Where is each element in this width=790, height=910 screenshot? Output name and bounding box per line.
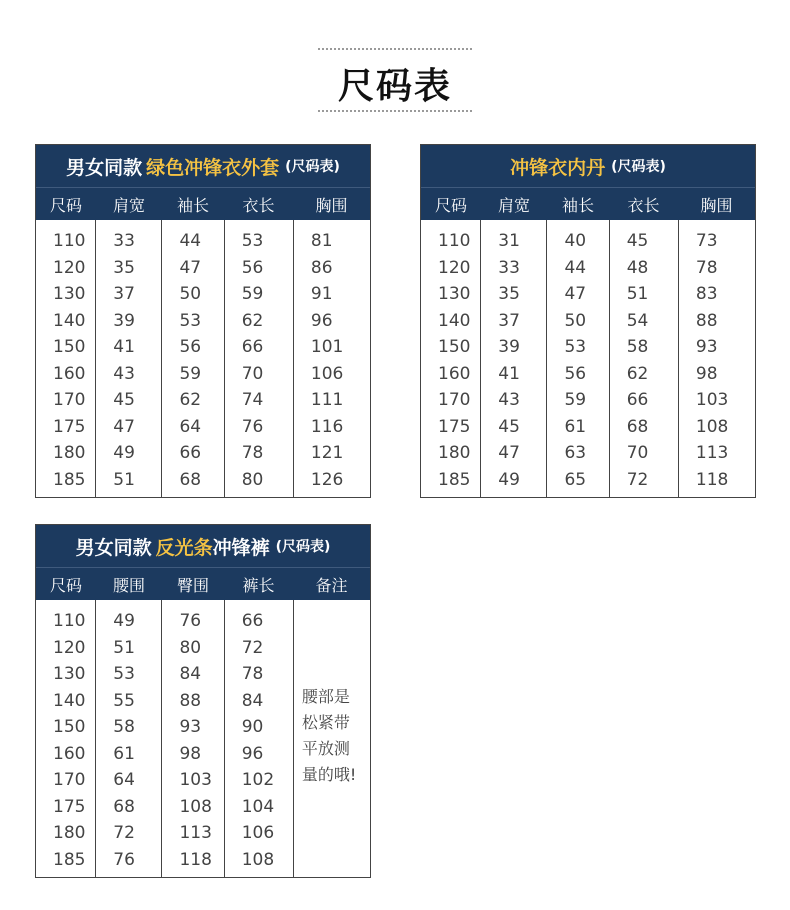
column-header: 衣长 — [627, 195, 660, 215]
column-header: 肩宽 — [112, 195, 145, 215]
table-cell: 47 — [113, 416, 135, 437]
table-cell: 53 — [113, 664, 135, 684]
table-cell: 98 — [179, 743, 202, 764]
table-cell: 62 — [241, 310, 264, 331]
table-cell: 110 — [53, 611, 86, 631]
table-cell: 49 — [498, 469, 520, 490]
table-cell: 39 — [113, 310, 135, 331]
table-cell: 73 — [695, 231, 718, 251]
table-column — [162, 220, 224, 497]
table-cell: 102 — [241, 770, 275, 790]
table-cell: 56 — [179, 337, 202, 357]
table-cell: 49 — [113, 611, 135, 631]
column-header: 臀围 — [176, 575, 209, 595]
table-cell: 81 — [310, 231, 333, 251]
table-cell: 37 — [498, 310, 520, 331]
table-cell: 180 — [438, 443, 471, 463]
table-cell: 84 — [241, 690, 264, 711]
table-cell: 62 — [179, 390, 202, 410]
table-cell: 93 — [179, 717, 202, 737]
table-cell: 35 — [113, 257, 135, 278]
table-cell: 59 — [179, 363, 202, 384]
table-cell: 108 — [179, 796, 212, 817]
table-cell: 160 — [438, 363, 471, 384]
table-title-suffix: (尺码表) — [611, 159, 666, 175]
table-cell: 44 — [564, 257, 587, 278]
table-cell: 40 — [564, 231, 587, 251]
table-cell: 86 — [310, 257, 333, 278]
table-cell: 51 — [113, 637, 135, 658]
table-cell: 45 — [626, 231, 649, 251]
table-cell: 50 — [564, 310, 587, 331]
table-cell: 61 — [564, 416, 587, 437]
table-cell: 41 — [113, 337, 135, 357]
jacket-size-table — [35, 144, 371, 498]
table-cell: 51 — [113, 469, 135, 490]
table-cell: 116 — [310, 416, 344, 437]
table-cell: 48 — [626, 257, 649, 278]
table-cell: 185 — [438, 469, 471, 490]
table-cell: 68 — [626, 416, 649, 437]
table-cell: 103 — [695, 390, 729, 410]
table-column — [481, 220, 547, 497]
table-cell: 66 — [241, 611, 264, 631]
table-column — [294, 600, 370, 877]
remark-line: 量的哦! — [301, 765, 357, 784]
table-title — [36, 145, 370, 188]
table-cell: 66 — [626, 390, 649, 410]
remark-note — [302, 684, 366, 788]
table-cell: 96 — [241, 743, 264, 764]
table-cell: 88 — [695, 310, 718, 331]
table-cell: 76 — [241, 416, 264, 437]
table-body — [36, 600, 370, 877]
table-cell: 59 — [241, 284, 264, 304]
table-cell: 58 — [626, 337, 649, 357]
table-cell: 37 — [113, 284, 135, 304]
table-cell: 53 — [564, 337, 587, 357]
table-cell: 175 — [53, 416, 86, 437]
table-cell: 76 — [179, 611, 202, 631]
column-header: 尺码 — [434, 195, 467, 215]
table-column — [36, 220, 96, 497]
table-cell: 47 — [564, 284, 587, 304]
table-cell: 104 — [241, 796, 275, 817]
table-title-prefix: 男女同款 — [66, 156, 143, 179]
table-cell: 108 — [241, 849, 275, 870]
table-cell: 180 — [53, 823, 86, 843]
table-cell: 58 — [113, 717, 135, 737]
column-header: 袖长 — [176, 195, 209, 215]
table-cell: 64 — [113, 770, 135, 790]
table-cell: 101 — [310, 337, 344, 357]
table-cell: 84 — [179, 664, 202, 684]
table-cell: 72 — [626, 469, 649, 490]
table-cell: 41 — [498, 363, 520, 384]
table-cell: 121 — [310, 443, 344, 463]
table-cell: 35 — [498, 284, 520, 304]
table-title-highlight: 反光条 — [155, 536, 213, 559]
liner-size-table — [420, 144, 756, 498]
table-cell: 113 — [695, 443, 729, 463]
table-cell: 53 — [241, 231, 264, 251]
table-cell: 120 — [53, 637, 86, 658]
table-cell: 43 — [498, 390, 520, 410]
column-header: 裤长 — [242, 575, 275, 595]
remark-line: 平放测 — [301, 739, 350, 758]
table-title-highlight: 冲锋衣内丹 — [510, 156, 606, 179]
table-cell: 51 — [626, 284, 649, 304]
table-cell: 185 — [53, 849, 86, 870]
table-cell: 160 — [53, 363, 86, 384]
table-cell: 180 — [53, 443, 86, 463]
table-cell: 53 — [179, 310, 202, 331]
table-cell: 66 — [241, 337, 264, 357]
table-cell: 103 — [179, 770, 212, 790]
table-cell: 33 — [498, 257, 520, 278]
table-cell: 78 — [695, 257, 718, 278]
table-cell: 63 — [564, 443, 587, 463]
table-cell: 62 — [626, 363, 649, 384]
table-cell: 43 — [113, 363, 135, 384]
table-column — [225, 220, 294, 497]
table-cell: 175 — [438, 416, 471, 437]
table-cell: 65 — [564, 469, 587, 490]
table-title — [36, 525, 370, 568]
remark-line: 松紧带 — [301, 713, 350, 732]
table-cell: 150 — [438, 337, 471, 357]
table-column — [96, 600, 162, 877]
table-title-suffix: (尺码表) — [285, 159, 340, 175]
table-cell: 76 — [113, 849, 135, 870]
table-cell: 140 — [53, 690, 86, 711]
header-divider-bottom — [318, 110, 472, 112]
table-cell: 74 — [241, 390, 264, 410]
table-cell: 140 — [53, 310, 86, 331]
table-cell: 78 — [241, 443, 264, 463]
table-cell: 72 — [241, 637, 264, 658]
column-header: 尺码 — [49, 575, 82, 595]
table-cell: 118 — [179, 849, 212, 870]
pants-size-table — [35, 524, 371, 878]
table-cell: 70 — [626, 443, 649, 463]
column-header: 肩宽 — [497, 195, 530, 215]
table-title — [421, 145, 755, 188]
table-cell: 108 — [695, 416, 729, 437]
table-title-highlight: 绿色冲锋衣外套 — [146, 156, 280, 179]
table-cell: 47 — [498, 443, 520, 463]
table-cell: 78 — [241, 664, 264, 684]
table-cell: 56 — [241, 257, 264, 278]
table-cell: 70 — [241, 363, 264, 384]
table-column — [96, 220, 162, 497]
table-cell: 33 — [113, 231, 135, 251]
table-column — [547, 220, 609, 497]
table-cell: 55 — [113, 690, 135, 711]
table-cell: 47 — [179, 257, 202, 278]
table-cell: 45 — [498, 416, 520, 437]
remark-line: 腰部是 — [301, 687, 350, 706]
table-cell: 88 — [179, 690, 202, 711]
table-cell: 49 — [113, 443, 135, 463]
column-headers — [36, 568, 370, 600]
table-title-prefix: 男女同款 — [75, 536, 152, 559]
table-cell: 91 — [310, 284, 333, 304]
table-cell: 160 — [53, 743, 86, 764]
table-body — [421, 220, 755, 497]
table-column — [294, 220, 370, 497]
table-column — [36, 600, 96, 877]
table-cell: 106 — [241, 823, 275, 843]
table-cell: 118 — [695, 469, 729, 490]
table-cell: 110 — [438, 231, 471, 251]
table-cell: 61 — [113, 743, 135, 764]
table-cell: 45 — [113, 390, 135, 410]
table-cell: 96 — [310, 310, 333, 331]
table-cell: 130 — [438, 284, 471, 304]
table-cell: 66 — [179, 443, 202, 463]
table-cell: 50 — [179, 284, 202, 304]
table-cell: 93 — [695, 337, 718, 357]
table-cell: 120 — [438, 257, 471, 278]
table-cell: 31 — [498, 231, 520, 251]
column-header: 备注 — [315, 575, 348, 595]
column-header: 尺码 — [49, 195, 82, 215]
table-cell: 80 — [241, 469, 264, 490]
table-cell: 120 — [53, 257, 86, 278]
table-column — [610, 220, 679, 497]
page-header — [0, 48, 790, 118]
table-cell: 170 — [438, 390, 471, 410]
table-cell: 126 — [310, 469, 344, 490]
table-column — [421, 220, 481, 497]
table-title-rest: 冲锋裤 — [212, 536, 270, 559]
table-cell: 83 — [695, 284, 718, 304]
table-cell: 113 — [179, 823, 212, 843]
column-header: 胸围 — [700, 195, 733, 215]
column-header: 衣长 — [242, 195, 275, 215]
header-divider-top — [318, 48, 472, 50]
table-cell: 44 — [179, 231, 202, 251]
column-headers — [421, 188, 755, 220]
table-cell: 185 — [53, 469, 86, 490]
table-column — [225, 600, 294, 877]
table-cell: 170 — [53, 390, 86, 410]
table-cell: 110 — [53, 231, 86, 251]
table-cell: 175 — [53, 796, 86, 817]
table-cell: 111 — [310, 390, 344, 410]
table-column — [679, 220, 755, 497]
table-cell: 98 — [695, 363, 718, 384]
table-cell: 59 — [564, 390, 587, 410]
table-cell: 140 — [438, 310, 471, 331]
table-cell: 56 — [564, 363, 587, 384]
table-cell: 64 — [179, 416, 202, 437]
table-cell: 39 — [498, 337, 520, 357]
table-cell: 106 — [310, 363, 344, 384]
column-header: 腰围 — [112, 575, 145, 595]
page-title: 尺码表 — [337, 66, 452, 107]
table-title-suffix: (尺码表) — [275, 539, 331, 555]
table-cell: 68 — [113, 796, 135, 817]
column-headers — [36, 188, 370, 220]
table-cell: 170 — [53, 770, 86, 790]
table-cell: 90 — [241, 717, 264, 737]
column-header: 胸围 — [315, 195, 348, 215]
table-cell: 130 — [53, 664, 86, 684]
table-cell: 150 — [53, 337, 86, 357]
table-cell: 72 — [113, 823, 135, 843]
table-body — [36, 220, 370, 497]
table-cell: 54 — [626, 310, 649, 331]
table-cell: 150 — [53, 717, 86, 737]
table-cell: 130 — [53, 284, 86, 304]
table-cell: 68 — [179, 469, 202, 490]
table-cell: 80 — [179, 637, 202, 658]
column-header: 袖长 — [561, 195, 594, 215]
table-column — [162, 600, 224, 877]
